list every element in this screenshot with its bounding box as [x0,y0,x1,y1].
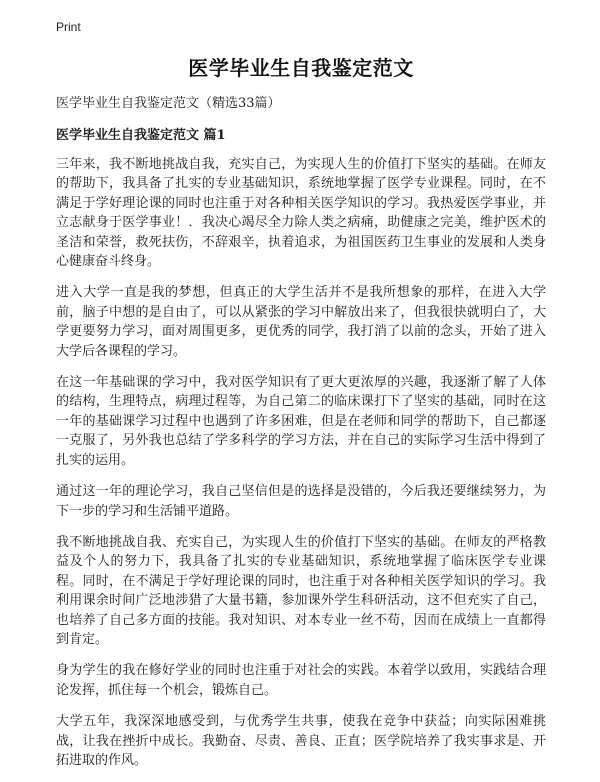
paragraph: 通过这一年的理论学习，我自己坚信但是的选择是没错的，今后我还要继续努力，为下一步的学习和生活铺平道路。 [56,484,546,519]
document-subtitle: 医学毕业生自我鉴定范文（精选33篇） [56,96,281,111]
section-heading: 医学毕业生自我鉴定范文 篇1 [56,128,226,143]
document-body [56,52,546,782]
paragraph: 三年来，我不断地挑战自我，充实自己，为实现人生的价值打下坚实的基础。在师友的帮助下，我具备了扎实的专业基础知识，系统地掌握了医学专业课程。同时，在不满足于学好理论课的同时也注重于对各种相关医学知识的学习。我热爱医学事业，并立志献身于医学事业！．我决心竭尽全力除人类之病痛，助健康之完美，维护医术的圣洁和荣誉，救死扶伤，不辞艰辛，执着追求，为祖国医药卫生事业的发展和人类身心健康奋斗终身。 [56,157,546,270]
page-title: 医学毕业生自我鉴定范文 [188,56,414,80]
paragraph: 大学五年，我深深地感受到，与优秀学生共事，使我在竞争中获益；向实际困难挑战，让我在挫折中成长。我勤奋、尽责、善良、正直；医学院培养了我实事求是、开拓进取的作风。 [56,714,546,768]
paragraph: 身为学生的我在修好学业的同时也注重于对社会的实践。本着学以致用，实践结合理论发挥，抓住每一个机会，锻炼自己。 [56,663,546,698]
paragraph: 进入大学一直是我的梦想，但真正的大学生活并不是我所想象的那样，在进入大学前，脑子中想的是自由了，可以从紧张的学习中解放出来了，但我很快就明白了，大学更要努力学习，面对周围更多，更优秀的同学，我打消了以前的念头，开始了进入大学后各课程的学习。 [56,285,546,359]
print-link[interactable]: Print [56,20,81,34]
paragraph: 我不断地挑战自我、充实自己，为实现人生的价值打下坚实的基础。在师友的严格教益及个人的努力下，我具备了扎实的专业基础知识，系统地掌握了临床医学专业课程。同时，在不满足于学好理论课的同时，也注重于对各种相关医学知识的学习。我利用课余时间广泛地涉猎了大量书籍，参加课外学生科研活动，这不但充实了自己，也培养了自己多方面的技能。我对知识、对本专业一丝不苟，因而在成绩上一直都得到肯定。 [56,534,546,647]
paragraph: 在这一年基础课的学习中，我对医学知识有了更大更浓厚的兴趣，我逐渐了解了人体的结构，生理特点，病理过程等，为自己第二的临床课打下了坚实的基础，同时在这一年的基础课学习过程中也遇到了许多困难，但是在老师和同学的帮助下，自己都逐一克服了，另外我也总结了学多科学的学习方法，并在自己的实际学习生活中得到了扎实的运用。 [56,375,546,468]
